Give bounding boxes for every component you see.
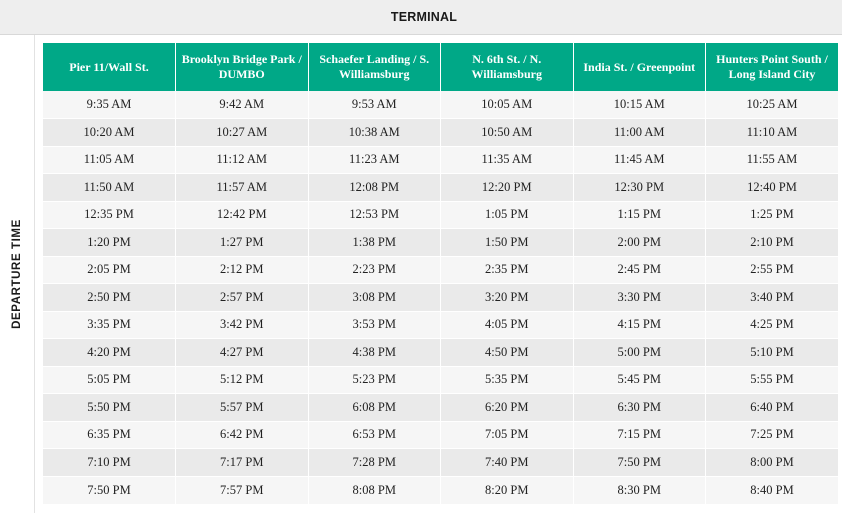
departure-cell: 1:38 PM xyxy=(308,229,441,257)
departure-cell: 4:15 PM xyxy=(573,311,706,339)
departure-cell: 2:23 PM xyxy=(308,256,441,284)
departure-cell: 4:27 PM xyxy=(176,339,309,367)
table-row xyxy=(43,229,838,257)
table-body xyxy=(43,91,838,504)
departure-cell: 10:38 AM xyxy=(308,119,441,147)
departure-cell: 11:45 AM xyxy=(573,146,706,174)
departure-cell: 3:40 PM xyxy=(706,284,839,312)
departure-cell: 3:08 PM xyxy=(308,284,441,312)
departure-cell: 1:20 PM xyxy=(43,229,176,257)
departure-cell: 10:27 AM xyxy=(176,119,309,147)
column-header-pier11: Pier 11/Wall St. xyxy=(43,43,176,91)
departure-cell: 2:12 PM xyxy=(176,256,309,284)
column-header-schaefer-landing: Schaefer Landing / S. Williamsburg xyxy=(308,43,441,91)
departure-cell: 2:00 PM xyxy=(573,229,706,257)
departure-cell: 11:12 AM xyxy=(176,146,309,174)
departure-cell: 9:42 AM xyxy=(176,91,309,119)
departure-cell: 6:40 PM xyxy=(706,394,839,422)
table-row xyxy=(43,119,838,147)
table-row xyxy=(43,284,838,312)
departure-cell: 12:42 PM xyxy=(176,201,309,229)
departure-cell: 1:27 PM xyxy=(176,229,309,257)
departure-cell: 12:40 PM xyxy=(706,174,839,202)
departure-cell: 7:50 PM xyxy=(573,449,706,477)
table-row xyxy=(43,91,838,119)
departure-cell: 1:50 PM xyxy=(441,229,574,257)
departure-cell: 7:40 PM xyxy=(441,449,574,477)
departure-cell: 2:45 PM xyxy=(573,256,706,284)
table-row xyxy=(43,449,838,477)
departure-cell: 5:10 PM xyxy=(706,339,839,367)
departure-cell: 3:53 PM xyxy=(308,311,441,339)
departure-cell: 5:55 PM xyxy=(706,366,839,394)
departure-cell: 2:55 PM xyxy=(706,256,839,284)
departure-cell: 5:45 PM xyxy=(573,366,706,394)
departure-cell: 10:20 AM xyxy=(43,119,176,147)
column-header-dumbo: Brooklyn Bridge Park / DUMBO xyxy=(176,43,309,91)
departure-cell: 2:05 PM xyxy=(43,256,176,284)
table-row xyxy=(43,174,838,202)
table-row xyxy=(43,339,838,367)
departure-cell: 9:35 AM xyxy=(43,91,176,119)
departure-cell: 7:57 PM xyxy=(176,476,309,504)
departure-cell: 12:35 PM xyxy=(43,201,176,229)
table-row xyxy=(43,201,838,229)
departure-cell: 10:15 AM xyxy=(573,91,706,119)
table-row xyxy=(43,366,838,394)
table-row xyxy=(43,394,838,422)
departure-cell: 11:10 AM xyxy=(706,119,839,147)
departure-cell: 3:42 PM xyxy=(176,311,309,339)
departure-cell: 2:35 PM xyxy=(441,256,574,284)
departure-cell: 11:23 AM xyxy=(308,146,441,174)
terminal-banner: TERMINAL xyxy=(0,0,848,35)
departure-cell: 5:00 PM xyxy=(573,339,706,367)
departure-cell: 7:50 PM xyxy=(43,476,176,504)
departure-cell: 7:15 PM xyxy=(573,421,706,449)
departure-cell: 4:38 PM xyxy=(308,339,441,367)
departure-cell: 11:55 AM xyxy=(706,146,839,174)
departure-cell: 8:00 PM xyxy=(706,449,839,477)
departure-cell: 7:28 PM xyxy=(308,449,441,477)
departure-cell: 11:50 AM xyxy=(43,174,176,202)
departure-cell: 12:08 PM xyxy=(308,174,441,202)
departure-time-axis-label xyxy=(0,35,35,513)
departure-cell: 5:12 PM xyxy=(176,366,309,394)
table-row xyxy=(43,256,838,284)
departure-cell: 8:08 PM xyxy=(308,476,441,504)
departure-cell: 3:30 PM xyxy=(573,284,706,312)
departure-cell: 3:35 PM xyxy=(43,311,176,339)
departure-cell: 6:42 PM xyxy=(176,421,309,449)
departure-cell: 4:50 PM xyxy=(441,339,574,367)
departure-cell: 7:05 PM xyxy=(441,421,574,449)
departure-time-text: DEPARTURE TIME xyxy=(11,219,23,329)
table-row xyxy=(43,421,838,449)
departure-cell: 11:00 AM xyxy=(573,119,706,147)
departure-cell: 8:40 PM xyxy=(706,476,839,504)
departure-cell: 1:15 PM xyxy=(573,201,706,229)
departure-cell: 1:05 PM xyxy=(441,201,574,229)
table-row xyxy=(43,311,838,339)
departure-cell: 6:53 PM xyxy=(308,421,441,449)
departure-cell: 7:17 PM xyxy=(176,449,309,477)
column-header-hunters-point-south: Hunters Point South / Long Island City xyxy=(706,43,839,91)
departure-cell: 9:53 AM xyxy=(308,91,441,119)
departure-cell: 7:10 PM xyxy=(43,449,176,477)
departure-cell: 11:05 AM xyxy=(43,146,176,174)
right-edge-spacer xyxy=(842,0,848,512)
table-head xyxy=(43,43,838,91)
departure-cell: 6:35 PM xyxy=(43,421,176,449)
table-row xyxy=(43,476,838,504)
departure-cell: 11:35 AM xyxy=(441,146,574,174)
table-header-row xyxy=(43,43,838,91)
schedule-table-area xyxy=(35,35,848,513)
departure-cell: 2:10 PM xyxy=(706,229,839,257)
departure-cell: 10:05 AM xyxy=(441,91,574,119)
table-row xyxy=(43,146,838,174)
departure-cell: 12:30 PM xyxy=(573,174,706,202)
departure-cell: 6:30 PM xyxy=(573,394,706,422)
departure-cell: 8:20 PM xyxy=(441,476,574,504)
departure-cell: 12:53 PM xyxy=(308,201,441,229)
schedule-table xyxy=(43,43,838,504)
departure-cell: 7:25 PM xyxy=(706,421,839,449)
departure-cell: 4:05 PM xyxy=(441,311,574,339)
departure-cell: 5:05 PM xyxy=(43,366,176,394)
departure-cell: 4:25 PM xyxy=(706,311,839,339)
departure-cell: 5:35 PM xyxy=(441,366,574,394)
departure-cell: 2:50 PM xyxy=(43,284,176,312)
departure-cell: 1:25 PM xyxy=(706,201,839,229)
departure-cell: 4:20 PM xyxy=(43,339,176,367)
column-header-india-st: India St. / Greenpoint xyxy=(573,43,706,91)
departure-cell: 5:57 PM xyxy=(176,394,309,422)
departure-cell: 6:20 PM xyxy=(441,394,574,422)
column-header-n6th-st: N. 6th St. / N. Williamsburg xyxy=(441,43,574,91)
departure-cell: 5:23 PM xyxy=(308,366,441,394)
departure-cell: 11:57 AM xyxy=(176,174,309,202)
departure-cell: 10:50 AM xyxy=(441,119,574,147)
departure-cell: 8:30 PM xyxy=(573,476,706,504)
departure-cell: 2:57 PM xyxy=(176,284,309,312)
departure-cell: 6:08 PM xyxy=(308,394,441,422)
departure-cell: 12:20 PM xyxy=(441,174,574,202)
departure-cell: 10:25 AM xyxy=(706,91,839,119)
schedule-body xyxy=(0,35,848,513)
departure-cell: 3:20 PM xyxy=(441,284,574,312)
departure-cell: 5:50 PM xyxy=(43,394,176,422)
